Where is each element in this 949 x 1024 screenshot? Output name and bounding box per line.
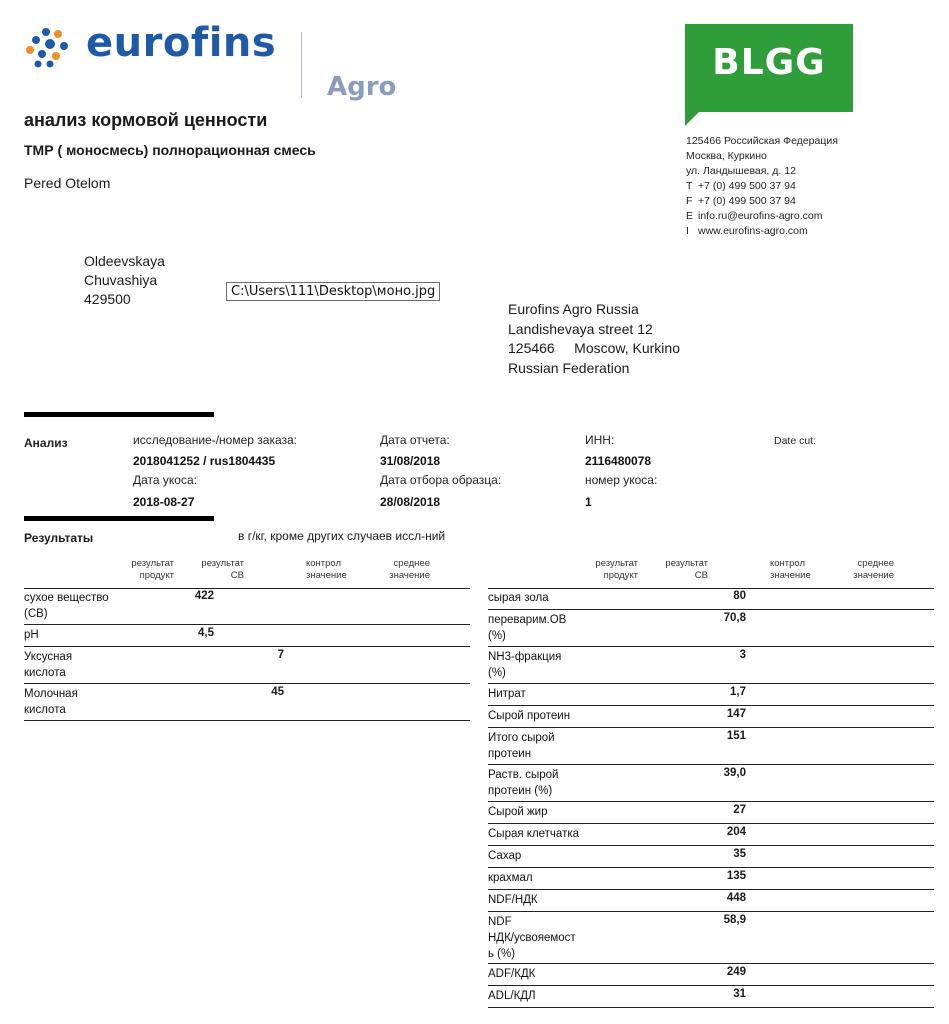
contact-line-value: +7 (0) 499 500 37 94 — [698, 180, 796, 192]
contact-line — [686, 194, 838, 209]
table-row — [24, 647, 470, 684]
eurofins-dots-icon — [24, 26, 76, 70]
result-dm-value: 70,8 — [723, 612, 746, 624]
row-label: Молочная кислота — [24, 688, 78, 716]
blgg-wordmark: BLGG — [712, 42, 826, 83]
table-row — [24, 684, 470, 721]
result-dm-value: 39,0 — [723, 767, 746, 779]
results-table-left — [24, 588, 470, 728]
result-dm-value: 151 — [726, 730, 746, 742]
result-dm-value: 249 — [726, 966, 746, 978]
table-row — [488, 588, 934, 610]
table-row — [488, 890, 934, 912]
cut-number-value: 1 — [585, 495, 592, 509]
row-label: Итого сырой протеин — [488, 732, 555, 760]
order-label: исследование-/номер заказа: — [133, 433, 298, 447]
column-header: результат СВ — [201, 558, 244, 581]
result-dm-value: 27 — [733, 804, 746, 816]
client-address — [84, 252, 165, 309]
inn-label: ИНН: — [585, 433, 615, 447]
row-label: Нитрат — [488, 688, 526, 700]
client-address-line: 429500 — [84, 291, 131, 307]
blgg-notch-shape — [685, 112, 699, 126]
contact-line — [686, 224, 838, 239]
row-label: Сырой жир — [488, 806, 548, 818]
row-label: Уксусная кислота — [24, 651, 73, 679]
table-row — [488, 802, 934, 824]
column-header: среднее значение — [389, 558, 430, 581]
lab-address-line: Russian Federation — [508, 359, 630, 376]
table-row — [488, 647, 934, 684]
result-dm-value: 204 — [726, 826, 746, 838]
company-contact-block — [686, 134, 838, 239]
contact-line-key: I — [686, 225, 689, 237]
logo-wordmark: eurofins — [86, 20, 277, 66]
units-note: в г/кг, кроме других случаев иссл-ний — [238, 529, 446, 543]
sampling-date-value: 28/08/2018 — [380, 495, 441, 509]
lab-address-line: Landishevaya street 12 — [508, 320, 653, 337]
report-date-value: 31/08/2018 — [380, 454, 441, 468]
column-header: результат продукт — [595, 558, 638, 581]
column-header: результат СВ — [665, 558, 708, 581]
results-table-right — [488, 588, 934, 1008]
report-date-label: Дата отчета: — [380, 433, 450, 447]
cut-date-value: 2018-08-27 — [133, 495, 195, 509]
eurofins-agro-logo — [24, 20, 397, 106]
result-dm-value: 1,7 — [730, 686, 746, 698]
row-label: Сырая клетчатка — [488, 828, 580, 840]
lab-address-line: Eurofins Agro Russia — [508, 301, 639, 317]
file-path-tooltip: C:\Users\111\Desktop\моно.jpg — [226, 282, 440, 301]
sampling-date-label: Дата отбора образца: — [380, 473, 502, 487]
row-label: переварим.ОВ (%) — [488, 614, 567, 642]
table-row — [488, 728, 934, 765]
column-header: контрол значение — [770, 558, 811, 581]
result-dm-value: 448 — [726, 892, 746, 904]
result-dm-value: 31 — [733, 988, 746, 1000]
row-label: сырая зола — [488, 592, 549, 604]
table-row — [488, 706, 934, 728]
table-row — [488, 964, 934, 986]
row-label: NDF НДК/усвояемост ь (%) — [488, 916, 576, 960]
contact-line-key: T — [686, 180, 693, 192]
order-value: 2018041252 / rus1804435 — [133, 454, 276, 468]
row-label: ADF/КДК — [488, 968, 536, 980]
table-row — [488, 684, 934, 706]
contact-line — [686, 164, 838, 179]
report-title: анализ кормовой ценности — [24, 110, 268, 130]
cut-date-label: Дата укоса: — [133, 473, 197, 487]
cut-number-label: номер укоса: — [585, 473, 658, 487]
results-heading: Результаты — [24, 531, 94, 545]
blgg-logo — [685, 24, 853, 112]
row-label: сухое вещество (СВ) — [24, 592, 109, 620]
row-label: Сахар — [488, 850, 522, 862]
section-rule-results — [24, 516, 214, 521]
result-dm-value: 58,9 — [723, 914, 746, 926]
contact-line-key: F — [686, 195, 693, 207]
client-address-line: Oldeevskaya — [84, 253, 165, 269]
result-dm-value: 135 — [726, 870, 746, 882]
inn-value: 2116480078 — [585, 454, 652, 468]
column-header: результат продукт — [131, 558, 174, 581]
table-row — [24, 625, 470, 647]
contact-line-value: Москва, Куркино — [686, 150, 767, 162]
row-label: Сырой протеин — [488, 710, 571, 722]
analysis-heading: Анализ — [24, 436, 68, 450]
lab-address — [508, 300, 680, 378]
result-dm-value: 147 — [726, 708, 746, 720]
sample-name: Pered Otelom — [24, 175, 111, 191]
result-dm-value: 80 — [733, 590, 746, 602]
result-dm-value: 45 — [271, 686, 284, 698]
result-product-value: 4,5 — [198, 627, 214, 639]
row-label: NDF/НДК — [488, 894, 538, 906]
contact-line-value: www.eurofins-agro.com — [698, 225, 808, 237]
row-label: Раств. сырой протеин (%) — [488, 769, 559, 797]
result-dm-value: 35 — [733, 848, 746, 860]
logo-agro-label: Agro — [327, 72, 397, 102]
contact-line — [686, 134, 838, 149]
table-row — [488, 986, 934, 1008]
column-header: контрол значение — [306, 558, 347, 581]
table-row — [24, 588, 470, 625]
contact-line-value: ул. Ландышевая, д. 12 — [686, 165, 796, 177]
product-type: ТМР ( моносмесь) полнорационная смесь — [24, 142, 316, 158]
contact-line-key: E — [686, 210, 694, 222]
table-row — [488, 765, 934, 802]
table-row — [488, 610, 934, 647]
result-product-value: 422 — [194, 590, 214, 602]
lab-address-line: 125466 Moscow, Kurkino — [508, 340, 680, 356]
contact-line-value: +7 (0) 499 500 37 94 — [698, 195, 796, 207]
result-dm-value: 7 — [277, 649, 284, 661]
row-label: ADL/КДЛ — [488, 990, 536, 1002]
table-row — [488, 846, 934, 868]
table-row — [488, 912, 934, 964]
date-cut-label: Date cut: — [774, 435, 817, 447]
table-row — [488, 824, 934, 846]
contact-line — [686, 179, 838, 194]
table-row — [488, 868, 934, 890]
column-header: среднее значение — [853, 558, 894, 581]
result-dm-value: 3 — [739, 649, 746, 661]
logo-divider — [301, 32, 302, 98]
client-address-line: Chuvashiya — [84, 272, 158, 288]
row-label: NH3-фракция (%) — [488, 651, 562, 679]
contact-line — [686, 209, 838, 224]
row-label: pH — [24, 629, 39, 641]
contact-line — [686, 149, 838, 164]
contact-line-value: 125466 Российская Федерация — [686, 135, 838, 147]
section-rule-top — [24, 412, 214, 417]
row-label: крахмал — [488, 872, 533, 884]
contact-line-value: info.ru@eurofins-agro.com — [698, 210, 823, 222]
